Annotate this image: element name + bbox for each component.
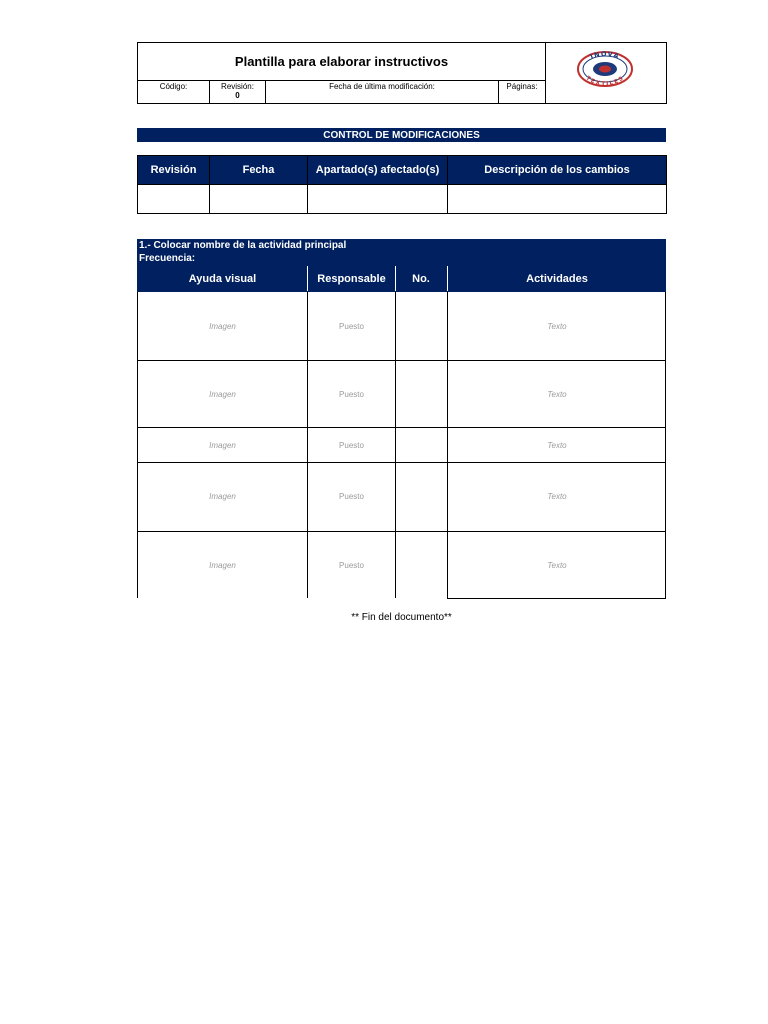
end-of-document: ** Fin del documento** (351, 611, 452, 623)
responsible-placeholder: Puesto (339, 440, 364, 450)
svg-text:INOVA: INOVA (589, 50, 621, 61)
table-row (138, 361, 666, 427)
paginas-label: Páginas: (506, 81, 538, 91)
activity-text-placeholder: Texto (547, 440, 567, 450)
image-placeholder: Imagen (209, 389, 236, 399)
company-logo (576, 50, 634, 88)
activity-col-responsable: Responsable (317, 272, 386, 285)
control-col-descripcion: Descripción de los cambios (484, 164, 630, 176)
activity-text-placeholder: Texto (547, 560, 567, 570)
control-empty-row[interactable] (138, 185, 666, 213)
activity-text-placeholder: Texto (547, 321, 567, 331)
table-row (138, 292, 666, 360)
image-placeholder: Imagen (209, 560, 236, 570)
activity-text-placeholder: Texto (547, 389, 567, 399)
image-placeholder: Imagen (209, 440, 236, 450)
fecha-modificacion-label: Fecha de última modificación: (329, 81, 435, 91)
table-row (138, 532, 666, 598)
responsible-placeholder: Puesto (339, 491, 364, 501)
revision-value: 0 (235, 90, 240, 100)
control-col-fecha: Fecha (242, 164, 275, 176)
svg-text:TEXTILES: TEXTILES (584, 75, 626, 88)
frequency-label: Frecuencia: (137, 252, 666, 265)
image-placeholder: Imagen (209, 491, 236, 501)
activity-col-ayuda-visual: Ayuda visual (188, 272, 257, 285)
responsible-placeholder: Puesto (339, 560, 364, 570)
table-row (138, 428, 666, 462)
table-row (138, 463, 666, 531)
control-title: CONTROL DE MODIFICACIONES (137, 128, 666, 142)
control-col-revision: Revisión (150, 164, 197, 176)
activity-col-actividades: Actividades (526, 272, 588, 285)
responsible-placeholder: Puesto (339, 321, 364, 331)
activity-col-no: No. (412, 272, 430, 285)
document-title: Plantilla para elaborar instructivos (234, 53, 449, 69)
revision-label: Revisión: (221, 81, 254, 91)
activity-name: 1.- Colocar nombre de la actividad principal (137, 239, 666, 252)
control-col-apartados: Apartado(s) afectado(s) (315, 164, 440, 176)
activity-text-placeholder: Texto (547, 491, 567, 501)
image-placeholder: Imagen (209, 321, 236, 331)
responsible-placeholder: Puesto (339, 389, 364, 399)
codigo-label: Código: (159, 81, 188, 91)
